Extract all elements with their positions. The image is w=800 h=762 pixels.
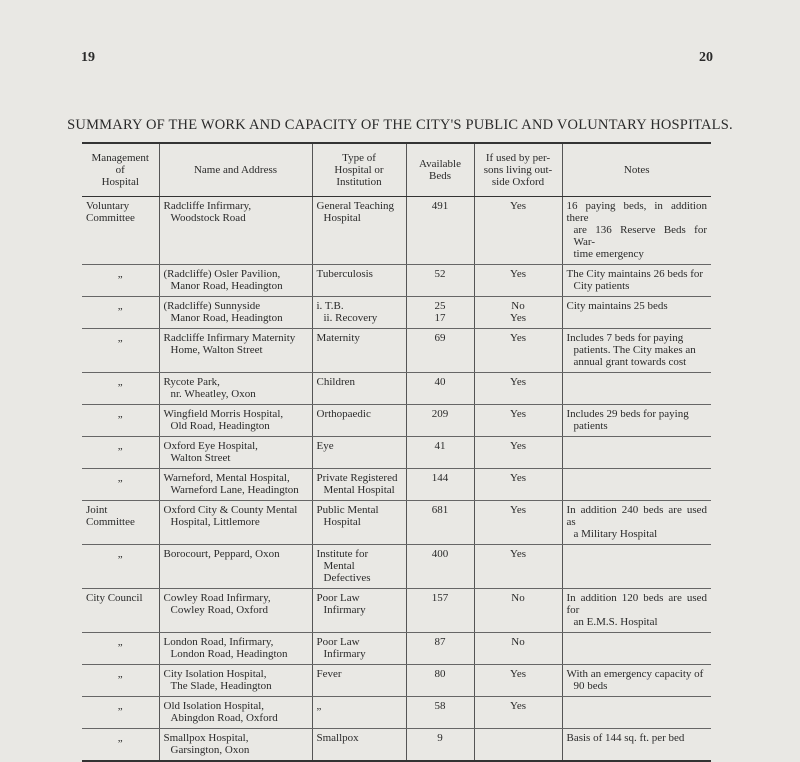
cell-line: London Road, Headington: [170, 648, 288, 660]
cell-line: Institution: [336, 176, 382, 188]
notes-cell: [562, 297, 711, 329]
name-address-cell: [159, 665, 312, 697]
cell-line: (Radcliffe) Sunnyside: [163, 300, 261, 312]
cell-line: Mental Defectives: [323, 560, 371, 584]
management-cell: [82, 373, 159, 405]
cell-line: Institute for: [316, 548, 369, 560]
type-cell: [312, 729, 406, 762]
cell-line: Eye: [316, 440, 334, 452]
notes-cell: [562, 665, 711, 697]
cell-line: Hospital, Littlemore: [170, 516, 260, 528]
notes-cell: [562, 373, 711, 405]
beds-cell: [406, 729, 474, 762]
type-cell: [312, 545, 406, 589]
cell-line: 87: [434, 636, 446, 648]
management-cell: [82, 329, 159, 373]
cell-line: Hospital: [101, 176, 139, 188]
cell-line: 69: [434, 332, 446, 344]
outside-oxford-cell: [474, 297, 562, 329]
cell-line: City Isolation Hospital,: [163, 668, 267, 680]
cell-line: Public Mental: [316, 504, 379, 516]
cell-line: City Council: [86, 592, 143, 604]
cell-line: No: [511, 592, 525, 604]
name-address-cell: [159, 589, 312, 633]
cell-line: 9: [437, 732, 443, 744]
header-management: [82, 143, 159, 197]
cell-line: Warneford, Mental Hospital,: [163, 472, 290, 484]
beds-cell: [406, 589, 474, 633]
cell-line: Yes: [509, 700, 526, 712]
table-row: [82, 729, 711, 762]
cell-line: Oxford City & County Mental: [163, 504, 298, 516]
page-number-right: 20: [699, 50, 713, 65]
management-cell: [82, 589, 159, 633]
cell-line: „: [316, 700, 322, 712]
cell-line: Joint: [86, 504, 108, 516]
cell-line: a Military Hospital: [573, 528, 658, 540]
beds-cell: [406, 197, 474, 265]
hospital-summary-table: [82, 142, 711, 762]
outside-oxford-cell: [474, 501, 562, 545]
name-address-cell: [159, 697, 312, 729]
cell-line: No: [511, 636, 525, 648]
cell-line: Woodstock Road: [170, 212, 246, 224]
table-row: [82, 665, 711, 697]
cell-line: „: [117, 636, 123, 648]
cell-line: Name and Address: [193, 164, 278, 176]
name-address-cell: [159, 437, 312, 469]
cell-line: are 136 Reserve Beds for War-: [573, 224, 707, 248]
type-cell: [312, 665, 406, 697]
cell-line: 144: [431, 472, 449, 484]
cell-line: Yes: [509, 408, 526, 420]
cell-line: Cowley Road Infirmary,: [163, 592, 271, 604]
table-row: [82, 297, 711, 329]
cell-line: Wingfield Morris Hospital,: [163, 408, 284, 420]
notes-cell: [562, 265, 711, 297]
cell-line: Beds: [429, 170, 451, 182]
cell-line: Yes: [509, 268, 526, 280]
cell-line: 90 beds: [573, 680, 608, 692]
table-row: [82, 469, 711, 501]
cell-line: Yes: [509, 200, 526, 212]
cell-line: 58: [434, 700, 446, 712]
cell-line: Old Isolation Hospital,: [163, 700, 265, 712]
cell-line: Hospital or: [334, 164, 384, 176]
cell-line: Basis of 144 sq. ft. per bed: [566, 732, 685, 744]
management-cell: [82, 545, 159, 589]
cell-line: City patients: [573, 280, 630, 292]
type-cell: [312, 373, 406, 405]
notes-cell: [562, 589, 711, 633]
management-cell: [82, 437, 159, 469]
beds-cell: [406, 265, 474, 297]
cell-line: „: [117, 332, 123, 344]
type-cell: [312, 697, 406, 729]
cell-line: „: [117, 268, 123, 280]
type-cell: [312, 469, 406, 501]
cell-line: Includes 7 beds for paying: [566, 332, 684, 344]
page-title: SUMMARY OF THE WORK AND CAPACITY OF THE CITY'S PUBLIC AND VOLUNTARY HOSPITALS.: [67, 117, 733, 133]
table-row: [82, 589, 711, 633]
cell-line: Yes: [509, 376, 526, 388]
outside-oxford-cell: [474, 197, 562, 265]
cell-line: Hospital: [323, 212, 361, 224]
cell-line: ii. Recovery: [323, 312, 378, 324]
name-address-cell: [159, 297, 312, 329]
cell-line: „: [117, 548, 123, 560]
cell-line: The Slade, Headington: [170, 680, 272, 692]
cell-line: No: [511, 300, 525, 312]
notes-cell: [562, 545, 711, 589]
outside-oxford-cell: [474, 697, 562, 729]
beds-cell: [406, 501, 474, 545]
name-address-cell: [159, 197, 312, 265]
notes-cell: [562, 405, 711, 437]
cell-line: Hospital: [323, 516, 361, 528]
management-cell: [82, 729, 159, 762]
cell-line: 80: [434, 668, 446, 680]
cell-line: 16 paying beds, in addition there: [566, 200, 707, 224]
table-row: [82, 373, 711, 405]
header-type: [312, 143, 406, 197]
cell-line: Smallpox: [316, 732, 359, 744]
cell-line: Garsington, Oxon: [170, 744, 250, 756]
beds-cell: [406, 405, 474, 437]
cell-line: „: [117, 408, 123, 420]
cell-line: Poor Law: [316, 592, 360, 604]
cell-line: „: [117, 732, 123, 744]
cell-line: Borocourt, Peppard, Oxon: [163, 548, 280, 560]
cell-line: If used by per-: [485, 152, 551, 164]
type-cell: [312, 197, 406, 265]
cell-line: i. T.B.: [316, 300, 344, 312]
cell-line: The City maintains 26 beds for: [566, 268, 704, 280]
table-row: [82, 265, 711, 297]
cell-line: Rycote Park,: [163, 376, 220, 388]
cell-line: [479, 732, 558, 744]
type-cell: [312, 633, 406, 665]
beds-cell: [406, 297, 474, 329]
notes-cell: [562, 501, 711, 545]
cell-line: Yes: [509, 312, 526, 324]
notes-cell: [562, 729, 711, 762]
cell-line: 25: [434, 300, 446, 312]
beds-cell: [406, 545, 474, 589]
cell-line: 400: [431, 548, 449, 560]
outside-oxford-cell: [474, 729, 562, 762]
cell-line: Mental Hospital: [323, 484, 395, 496]
management-cell: [82, 697, 159, 729]
cell-line: In addition 120 beds are used for: [566, 592, 707, 616]
cell-line: Includes 29 beds for paying: [566, 408, 689, 420]
notes-cell: [562, 329, 711, 373]
name-address-cell: [159, 469, 312, 501]
name-address-cell: [159, 265, 312, 297]
cell-line: Children: [316, 376, 355, 388]
table-header-row: [82, 143, 711, 197]
notes-cell: [562, 633, 711, 665]
cell-line: „: [117, 376, 123, 388]
outside-oxford-cell: [474, 589, 562, 633]
cell-line: an E.M.S. Hospital: [573, 616, 658, 628]
beds-cell: [406, 633, 474, 665]
beds-cell: [406, 437, 474, 469]
beds-cell: [406, 329, 474, 373]
cell-line: Tuberculosis: [316, 268, 373, 280]
name-address-cell: [159, 545, 312, 589]
type-cell: [312, 265, 406, 297]
notes-cell: [562, 697, 711, 729]
type-cell: [312, 501, 406, 545]
cell-line: 157: [431, 592, 449, 604]
cell-line: Available: [419, 158, 461, 170]
table-row: [82, 329, 711, 373]
cell-line: London Road, Infirmary,: [163, 636, 274, 648]
outside-oxford-cell: [474, 633, 562, 665]
notes-cell: [562, 437, 711, 469]
type-cell: [312, 437, 406, 469]
notes-cell: [562, 197, 711, 265]
outside-oxford-cell: [474, 545, 562, 589]
cell-line: „: [117, 668, 123, 680]
table-row: [82, 697, 711, 729]
beds-cell: [406, 665, 474, 697]
type-cell: [312, 297, 406, 329]
header-outside-oxford: [474, 143, 562, 197]
name-address-cell: [159, 329, 312, 373]
outside-oxford-cell: [474, 329, 562, 373]
cell-line: Yes: [509, 440, 526, 452]
table-row: [82, 197, 711, 265]
type-cell: [312, 405, 406, 437]
cell-line: Yes: [509, 668, 526, 680]
outside-oxford-cell: [474, 373, 562, 405]
cell-line: 681: [431, 504, 449, 516]
cell-line: Committee: [86, 516, 135, 528]
cell-line: Home, Walton Street: [170, 344, 263, 356]
name-address-cell: [159, 729, 312, 762]
table-row: [82, 405, 711, 437]
cell-line: 209: [431, 408, 449, 420]
management-cell: [82, 265, 159, 297]
management-cell: [82, 469, 159, 501]
table-row: [82, 501, 711, 545]
cell-line: Abingdon Road, Oxford: [170, 712, 278, 724]
cell-line: Walton Street: [170, 452, 231, 464]
management-cell: [82, 297, 159, 329]
notes-cell: [562, 469, 711, 501]
cell-line: Old Road, Headington: [170, 420, 270, 432]
cell-line: Yes: [509, 548, 526, 560]
beds-cell: [406, 469, 474, 501]
cell-line: (Radcliffe) Osler Pavilion,: [163, 268, 281, 280]
cell-line: 491: [431, 200, 449, 212]
management-cell: [82, 633, 159, 665]
cell-line: 17: [434, 312, 446, 324]
cell-line: Manor Road, Headington: [170, 280, 283, 292]
cell-line: Radcliffe Infirmary,: [163, 200, 252, 212]
cell-line: sons living out-: [483, 164, 553, 176]
management-cell: [82, 501, 159, 545]
cell-line: Poor Law: [316, 636, 360, 648]
cell-line: Committee: [86, 212, 135, 224]
cell-line: Cowley Road, Oxford: [170, 604, 268, 616]
cell-line: Management: [91, 152, 149, 164]
type-cell: [312, 329, 406, 373]
cell-line: Yes: [509, 504, 526, 516]
name-address-cell: [159, 633, 312, 665]
cell-line: Manor Road, Headington: [170, 312, 283, 324]
table-row: [82, 545, 711, 589]
outside-oxford-cell: [474, 265, 562, 297]
management-cell: [82, 197, 159, 265]
cell-line: Infirmary: [323, 604, 366, 616]
outside-oxford-cell: [474, 405, 562, 437]
outside-oxford-cell: [474, 665, 562, 697]
cell-line: Orthopaedic: [316, 408, 371, 420]
outside-oxford-cell: [474, 437, 562, 469]
cell-line: nr. Wheatley, Oxon: [170, 388, 256, 400]
outside-oxford-cell: [474, 469, 562, 501]
cell-line: Notes: [623, 164, 650, 176]
type-cell: [312, 589, 406, 633]
cell-line: General Teaching: [316, 200, 395, 212]
cell-line: Yes: [509, 472, 526, 484]
cell-line: 52: [434, 268, 446, 280]
cell-line: side Oxford: [491, 176, 545, 188]
cell-line: „: [117, 472, 123, 484]
cell-line: „: [117, 440, 123, 452]
header-notes: [562, 143, 711, 197]
cell-line: With an emergency capacity of: [566, 668, 704, 680]
cell-line: Radcliffe Infirmary Maternity: [163, 332, 296, 344]
name-address-cell: [159, 501, 312, 545]
cell-line: Private Registered: [316, 472, 398, 484]
management-cell: [82, 405, 159, 437]
cell-line: Oxford Eye Hospital,: [163, 440, 258, 452]
cell-line: 40: [434, 376, 446, 388]
cell-line: annual grant towards cost: [573, 356, 687, 368]
header-name-address: [159, 143, 312, 197]
beds-cell: [406, 373, 474, 405]
cell-line: time emergency: [573, 248, 644, 260]
cell-line: In addition 240 beds are used as: [566, 504, 707, 528]
table-row: [82, 633, 711, 665]
cell-line: Infirmary: [323, 648, 366, 660]
cell-line: Type of: [342, 152, 376, 164]
cell-line: „: [117, 700, 123, 712]
cell-line: Voluntary: [86, 200, 130, 212]
cell-line: of: [115, 164, 125, 176]
cell-line: Smallpox Hospital,: [163, 732, 249, 744]
cell-line: „: [117, 300, 123, 312]
cell-line: Fever: [316, 668, 342, 680]
cell-line: patients: [573, 420, 608, 432]
name-address-cell: [159, 405, 312, 437]
cell-line: patients. The City makes an: [573, 344, 696, 356]
cell-line: Warneford Lane, Headington: [170, 484, 299, 496]
cell-line: 41: [434, 440, 446, 452]
cell-line: City maintains 25 beds: [566, 300, 668, 312]
page-number-left: 19: [81, 50, 95, 65]
table-row: [82, 437, 711, 469]
management-cell: [82, 665, 159, 697]
header-available-beds: [406, 143, 474, 197]
cell-line: Yes: [509, 332, 526, 344]
name-address-cell: [159, 373, 312, 405]
beds-cell: [406, 697, 474, 729]
cell-line: Maternity: [316, 332, 360, 344]
